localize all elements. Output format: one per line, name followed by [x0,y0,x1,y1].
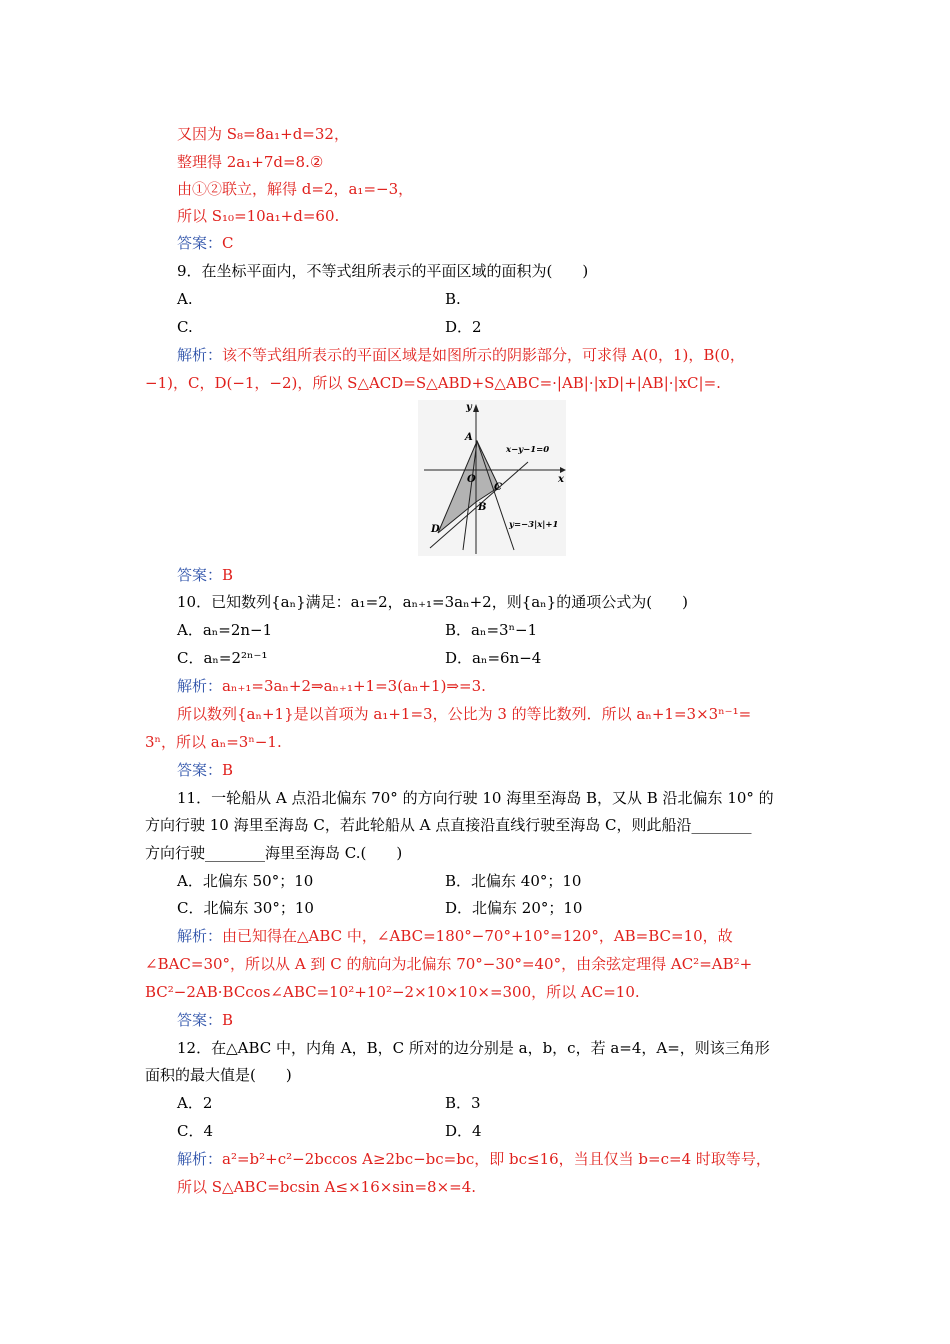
line-s8: 又因为 S₈=8a₁+d=32， [177,125,349,143]
solution-text: aₙ₊₁=3aₙ+2⇒aₙ₊₁+1=3(aₙ+1)⇒=3. [222,677,486,695]
answer-10 [177,758,233,782]
solution-10-line1 [177,674,486,698]
solution-9-line2: −1)，C，D(−1，−2)，所以 S△ACD=S△ABD+S△ABC=·|AB|·|xD|+|AB|·|xC|=. [145,374,721,392]
region-figure [418,400,566,556]
answer-value: B [222,761,234,779]
answer-label: 答案： [177,761,223,779]
q10-option-a: A．aₙ=2n−1 [177,621,273,639]
solution-label: 解析： [177,346,223,364]
answer-label: 答案： [177,566,223,584]
question-11-line1: 11．一轮船从 A 点沿北偏东 70° 的方向行驶 10 海里至海岛 B，又从 B 沿北偏东 10° 的 [177,789,774,807]
q9-option-a: A. [177,290,193,308]
solution-label: 解析： [177,677,223,695]
q11-option-c: C．北偏东 30°；10 [177,899,314,917]
q10-option-d: D．aₙ=6n−4 [445,649,542,667]
solution-text: 该不等式组所表示的平面区域是如图所示的阴影部分，可求得 A(0，1)，B(0， [222,346,745,364]
q9-option-d: D．2 [445,318,482,336]
answer-label: 答案： [177,234,223,252]
solution-10-line3: 3ⁿ，所以 aₙ=3ⁿ−1. [145,733,282,751]
question-12-line2: 面积的最大值是( ) [145,1066,292,1084]
answer-value: B [222,1011,234,1029]
question-12-line1: 12．在△ABC 中，内角 A，B，C 所对的边分别是 a，b，c，若 a=4，A=，则该三角形 [177,1039,770,1057]
solution-12-line2: 所以 S△ABC=bcsin A≤×16×sin=8×=4. [177,1178,477,1196]
solution-11-line1 [177,924,733,948]
solution-10-line2: 所以数列{aₙ+1}是以首项为 a₁+1=3，公比为 3 的等比数列．所以 aₙ+1=3×3ⁿ⁻¹= [177,705,752,723]
question-11-line2: 方向行驶 10 海里至海岛 C，若此轮船从 A 点直接沿直线行驶至海岛 C，则此船沿________ [145,816,752,834]
q11-option-d: D．北偏东 20°；10 [445,899,583,917]
point-b-label: B [478,502,487,513]
y-label: y [466,402,472,413]
q11-option-b: B．北偏东 40°；10 [445,872,582,890]
solution-label: 解析： [177,1150,223,1168]
answer-label: 答案： [177,1011,223,1029]
q10-option-c: C．aₙ=2²ⁿ⁻¹ [177,649,268,667]
answer-8 [177,231,234,255]
answer-value: C [222,234,234,252]
question-9: 9．在坐标平面内，不等式组所表示的平面区域的面积为( ) [177,262,589,280]
line-simplify: 整理得 2a₁+7d=8.② [177,153,324,171]
q9-option-c: C. [177,318,193,336]
q12-option-a: A．2 [177,1094,213,1112]
line-solve: 由①②联立，解得 d=2，a₁=−3， [177,180,414,198]
q12-option-d: D．4 [445,1122,482,1140]
q10-option-b: B．aₙ=3ⁿ−1 [445,621,538,639]
equation-2: y=−3|x|+1 [509,520,559,530]
q9-option-b: B. [445,290,461,308]
origin-label: O [467,474,476,485]
answer-9 [177,563,233,587]
point-a-label: A [465,432,473,443]
q12-option-b: B．3 [445,1094,481,1112]
question-10: 10．已知数列{aₙ}满足：a₁=2，aₙ₊₁=3aₙ+2，则{aₙ}的通项公式为( ) [177,593,688,611]
answer-value: B [222,566,234,584]
x-label: x [558,474,564,485]
line-s10: 所以 S₁₀=10a₁+d=60. [177,207,340,225]
answer-11 [177,1008,233,1032]
equation-1: x−y−1=0 [506,445,550,455]
solution-text: a²=b²+c²−2bccos A≥2bc−bc=bc，即 bc≤16，当且仅当 b=c=4 时取等号， [222,1150,771,1168]
point-c-label: C [494,482,502,493]
solution-label: 解析： [177,927,223,945]
point-d-label: D [431,524,440,535]
question-11-line3: 方向行驶________海里至海岛 C.( ) [145,844,403,862]
solution-text: 由已知得在△ABC 中，∠ABC=180°−70°+10°=120°，AB=BC=10，故 [222,927,733,945]
solution-11-line3: BC²−2AB·BCcos∠ABC=10²+10²−2×10×10×=300，所以 AC=10. [145,983,640,1001]
solution-9-line1 [177,343,745,367]
q12-option-c: C．4 [177,1122,214,1140]
solution-11-line2: ∠BAC=30°，所以从 A 到 C 的航向为北偏东 70°−30°=40°，由余弦定理得 AC²=AB²+ [145,955,753,973]
solution-12-line1 [177,1147,771,1171]
q11-option-a: A．北偏东 50°；10 [177,872,314,890]
